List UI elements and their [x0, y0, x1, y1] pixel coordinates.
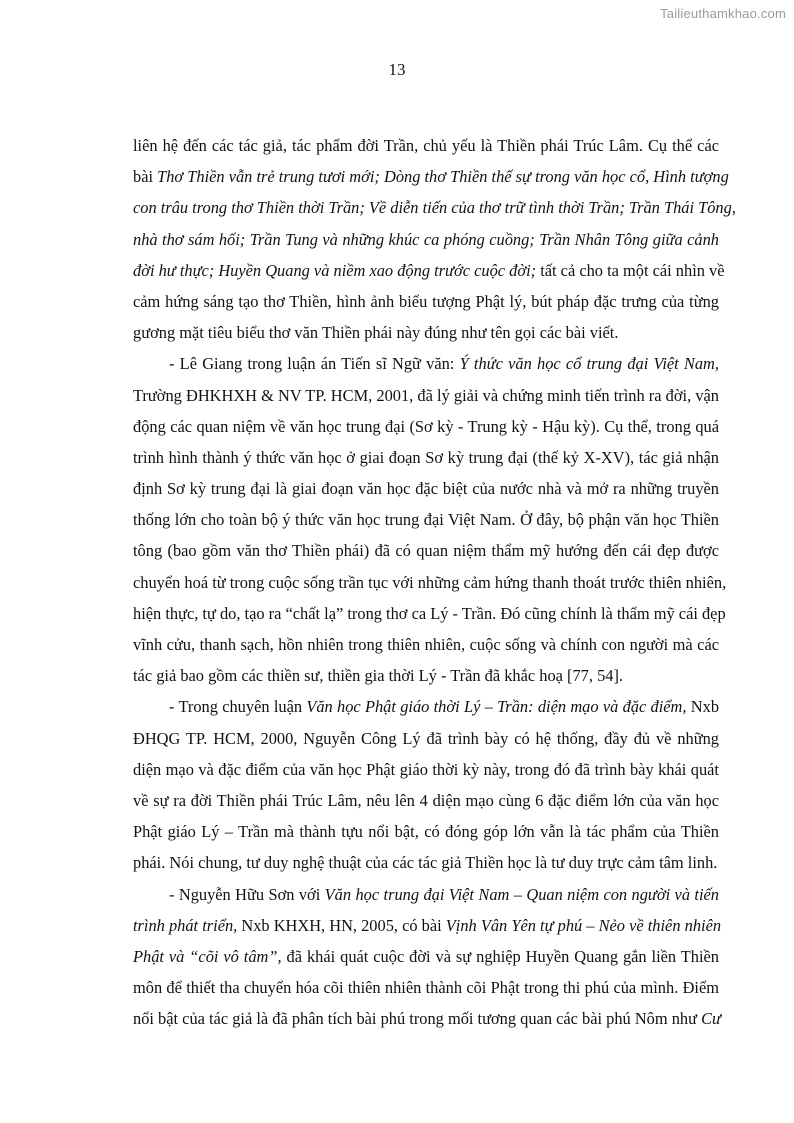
text-segment: hiện thực, tự do, tạo ra “chất lạ” trong thơ ca Lý - Trần. Đó cũng chính là thẩm mỹ cái đẹp [133, 603, 726, 623]
text-line [133, 224, 719, 255]
text-line [133, 910, 722, 941]
italic-text-segment: trình phát triển, [133, 915, 238, 935]
text-segment: phái. Nói chung, tư duy nghệ thuật của các tác giả Thiền học là tư duy trực cảm tâm linh. [133, 853, 718, 873]
text-segment: chuyển hoá từ trong cuộc sống trần tục với những cảm hứng thanh thoát trước thiên nhiên, [133, 572, 727, 592]
italic-text-segment: nhà thơ sám hối; Trần Tung và những khúc ca phóng cuồng; Trần Nhân Tông giữa cảnh [133, 229, 719, 249]
text-line [133, 629, 719, 660]
text-line [133, 1003, 719, 1034]
body-text [133, 130, 736, 1034]
page-number: 13 [388, 60, 406, 79]
text-line [133, 161, 729, 192]
text-segment: trình hình thành ý thức văn học ở giai đoạn Sơ kỳ trung đại (thế kỷ X-XV), tác giả nhận [133, 447, 719, 467]
text-segment: vĩnh cửu, thanh sạch, hồn nhiên trong thiên nhiên, cuộc sống và chính con người mà các [133, 635, 719, 654]
text-segment: tông (bao gồm văn thơ Thiền phái) đã có quan niệm thẩm mỹ hướng đến cái đẹp được [133, 541, 719, 561]
text-line [133, 130, 719, 161]
text-segment: bài [133, 167, 158, 187]
text-segment: thống lớn cho toàn bộ ý thức văn học trung đại Việt Nam. Ở đây, bộ phận văn học Thiền [133, 510, 719, 530]
text-line [133, 473, 719, 504]
text-segment: định Sơ kỳ trung đại là giai đoạn văn học đặc biệt của nước nhà và mở ra những truyền [133, 479, 719, 499]
text-segment: liên hệ đến các tác giả, tác phẩm đời Trần, chủ yếu là Thiền phái Trúc Lâm. Cụ thể các [133, 136, 719, 155]
text-line [133, 816, 719, 847]
text-segment: nổi bật của tác giả là đã phân tích bài phú trong mối tương quan các bài phú Nôm như [133, 1009, 702, 1029]
text-segment: Trường ĐHKHXH & NV TP. HCM, 2001, đã lý giải và chứng minh tiến trình ra đời, vận [133, 385, 719, 405]
text-line [133, 504, 719, 535]
text-segment: về sự ra đời Thiền phái Trúc Lâm, nêu lên 4 diện mạo cùng 6 đặc điểm lớn của văn học [133, 790, 719, 810]
text-line [133, 847, 719, 878]
text-segment: Phật giáo Lý – Trần mà thành tựu nổi bật, có đóng góp lớn vẫn là tác phẩm của Thiền [133, 822, 719, 842]
italic-text-segment: Văn học Phật giáo thời Lý – Trần: diện mạo và đặc điểm, [306, 697, 687, 717]
italic-text-segment: Thơ Thiền vẫn trẻ trung tươi mới; Dòng thơ Thiền thế sự trong văn học cổ, Hình tượng [157, 167, 729, 187]
italic-text-segment: con trâu trong thơ Thiền thời Trần; Về diễn tiến của thơ trữ tình thời Trần; Trần Thái Tông, [133, 198, 736, 218]
italic-text-segment: Phật và “cõi vô tâm”, [133, 946, 282, 966]
text-segment: Nxb KHXH, HN, 2005, có bài [237, 915, 446, 935]
text-line [133, 535, 719, 566]
text-line [133, 286, 719, 317]
text-line [133, 691, 719, 722]
text-segment: - Trong chuyên luận [169, 697, 307, 717]
text-line [133, 442, 719, 473]
text-segment: cảm hứng sáng tạo thơ Thiền, hình ảnh biểu tượng Phật lý, bút pháp đặc trưng của từng [133, 291, 719, 311]
text-segment: ĐHQG TP. HCM, 2000, Nguyễn Công Lý đã trình bày có hệ thống, đầy đủ về những [133, 728, 719, 748]
italic-text-segment: đời hư thực; Huyền Quang và niềm xao động trước cuộc đời; [133, 260, 537, 280]
text-line [133, 941, 719, 972]
text-line [133, 879, 719, 910]
text-line [133, 660, 719, 691]
text-line [133, 785, 719, 816]
text-segment: - Lê Giang trong luận án Tiến sĩ Ngữ văn: [169, 354, 460, 374]
watermark-text: Tailieuthamkhao.com [660, 6, 786, 21]
text-line [133, 255, 725, 286]
text-segment: động các quan niệm về văn học trung đại (Sơ kỳ - Trung kỳ - Hậu kỳ). Cụ thể, trong quá [133, 416, 719, 436]
text-segment: diện mạo và đặc điểm của văn học Phật giáo thời kỳ này, trong đó đã trình bày khái quát [133, 759, 719, 779]
text-line [133, 192, 736, 223]
text-line [133, 317, 719, 348]
text-line [133, 972, 719, 1003]
text-segment: gương mặt tiêu biểu thơ văn Thiền phái này đúng như tên gọi các bài viết. [133, 323, 619, 343]
text-segment: - Nguyễn Hữu Sơn với [169, 884, 325, 904]
text-segment: tất cả cho ta một cái nhìn về [536, 260, 725, 280]
text-line [133, 723, 719, 754]
italic-text-segment: Văn học trung đại Việt Nam – Quan niệm con người và tiến [324, 884, 719, 904]
italic-text-segment: Ý thức văn học cổ trung đại Việt Nam, [459, 354, 719, 374]
text-line [133, 380, 719, 411]
text-line [133, 411, 719, 442]
text-line [133, 754, 719, 785]
text-line [133, 348, 719, 379]
text-line [133, 567, 727, 598]
text-segment: tác giả bao gồm các thiền sư, thiền gia thời Lý - Trần đã khắc hoạ [77, 54]. [133, 666, 624, 686]
italic-text-segment: Vịnh Vân Yên tự phú – Nẻo về thiên nhiên [445, 915, 722, 935]
text-segment: đã khái quát cuộc đời và sự nghiệp Huyền Quang gắn liền Thiền [281, 946, 720, 966]
italic-text-segment: Cư [701, 1009, 721, 1029]
text-segment: Nxb [686, 697, 720, 717]
text-line [133, 598, 726, 629]
text-segment: môn để thiết tha chuyển hóa cõi thiên nhiên thành cõi Phật trong thi phú của mình. Điểm [133, 978, 719, 998]
